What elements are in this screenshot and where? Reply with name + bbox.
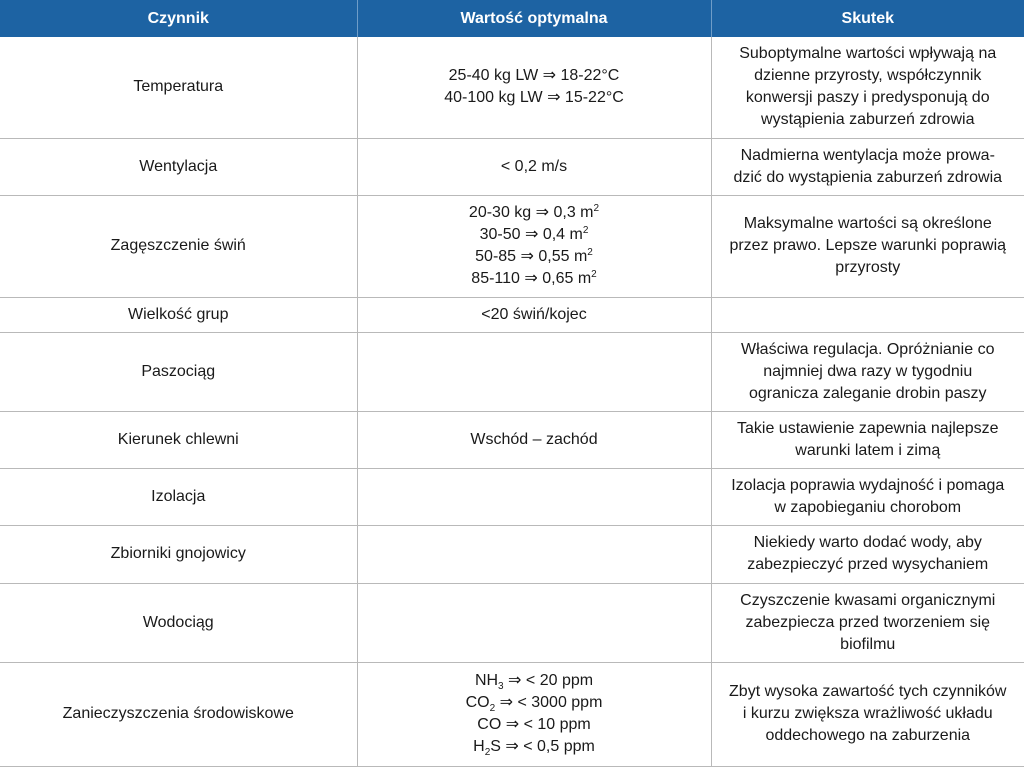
effect-line: Właściwa regulacja. Opróżnianie co	[741, 340, 995, 358]
table-row	[0, 468, 1024, 525]
cell-factor: Wentylacja	[0, 138, 357, 195]
cell-factor: Zbiorniki gnojowicy	[0, 525, 357, 583]
cell-effect	[711, 332, 1024, 411]
cell-optimal-value	[357, 525, 711, 583]
value-line: $NH_3$ ⇒ < 20 ppm	[474, 672, 594, 692]
table-row	[0, 37, 1024, 138]
cell-optimal-value	[357, 583, 711, 662]
cell-effect	[711, 411, 1024, 468]
header-row	[0, 0, 1024, 37]
effect-line: przez prawo. Lepsze warunki poprawią	[729, 237, 1007, 254]
cell-effect	[711, 195, 1024, 297]
effect-line: Maksymalne wartości są określone	[743, 215, 992, 232]
cell-factor: Zanieczyszczenia środowiskowe	[0, 662, 357, 766]
effect-line: dzienne przyrosty, współczynnik	[754, 67, 982, 85]
effect-line: najmniej dwa razy w tygodniu	[763, 362, 973, 380]
table-row	[0, 525, 1024, 583]
effect-line: oddechowego na zaburzenia	[765, 727, 971, 744]
effect-line: zabezpieczyć przed wysychaniem	[747, 556, 989, 573]
value-line: 25-40 kg LW ⇒ 18-22°C	[448, 67, 620, 85]
value-line: < 0,2 m/s	[500, 157, 568, 175]
effect-line: wystąpienia zaburzeń zdrowia	[761, 111, 975, 129]
cell-factor: Wielkość grup	[0, 297, 357, 332]
effect-line: warunki latem i zimą	[795, 441, 941, 459]
table-body	[0, 37, 1024, 766]
effect-line: Izolacja poprawia wydajność i pomaga	[731, 476, 1005, 494]
value-line: 85-110 ⇒ 0,65 $m^2$	[471, 269, 597, 287]
value-line: 30-50 ⇒ 0,4 $m^2$	[479, 225, 589, 243]
header-optimal-value: Wartość optymalna	[357, 0, 711, 37]
effect-line: dzić do wystąpienia zaburzeń zdrowia	[733, 168, 1003, 186]
effect-line: konwersji paszy i predysponują do	[745, 89, 990, 107]
cell-effect	[711, 662, 1024, 766]
effect-line: Nadmierna wentylacja może prowa-	[740, 146, 995, 164]
cell-effect	[711, 297, 1024, 332]
header-factor: Czynnik	[0, 0, 357, 37]
cell-factor: Izolacja	[0, 468, 357, 525]
table-row	[0, 662, 1024, 766]
effect-line: Takie ustawienie zapewnia najlepsze	[737, 419, 999, 437]
effect-line: Niekiedy warto dodać wody, aby	[753, 534, 982, 551]
cell-optimal-value	[357, 468, 711, 525]
value-line: 40-100 kg LW ⇒ 15-22°C	[444, 89, 624, 107]
cell-factor: Temperatura	[0, 37, 357, 138]
effect-line: zabezpiecza przed tworzeniem się	[745, 613, 991, 631]
cell-effect	[711, 138, 1024, 195]
cell-factor: Paszociąg	[0, 332, 357, 411]
value-line: <20 świń/kojec	[481, 305, 587, 323]
cell-factor: Zagęszczenie świń	[0, 195, 357, 297]
header-effect: Skutek	[711, 0, 1024, 37]
cell-effect	[711, 468, 1024, 525]
effect-line: Zbyt wysoka zawartość tych czynników	[729, 683, 1007, 700]
effect-line: przyrosty	[835, 259, 901, 276]
table-row	[0, 411, 1024, 468]
effect-line: Suboptymalne wartości wpływają na	[739, 45, 997, 63]
effect-line: w zapobieganiu chorobom	[774, 498, 962, 516]
cell-optimal-value	[357, 195, 711, 297]
effect-line: biofilmu	[840, 635, 896, 653]
cell-factor: Wodociąg	[0, 583, 357, 662]
cell-optimal-value	[357, 297, 711, 332]
table-row	[0, 332, 1024, 411]
value-line: Wschód – zachód	[470, 430, 598, 448]
cell-effect	[711, 583, 1024, 662]
effect-line: ogranicza zaleganie drobin paszy	[749, 384, 987, 402]
cell-optimal-value	[357, 37, 711, 138]
value-line: 20-30 kg ⇒ 0,3 $m^2$	[468, 203, 600, 221]
value-line: CO ⇒ < 10 ppm	[477, 716, 591, 733]
cell-optimal-value	[357, 138, 711, 195]
table-row	[0, 138, 1024, 195]
cell-factor: Kierunek chlewni	[0, 411, 357, 468]
cell-optimal-value	[357, 411, 711, 468]
table-row	[0, 583, 1024, 662]
table-row	[0, 195, 1024, 297]
value-line: $CO_2$ ⇒ < 3000 ppm	[465, 694, 603, 714]
cell-effect	[711, 525, 1024, 583]
table-row	[0, 297, 1024, 332]
cell-optimal-value	[357, 662, 711, 766]
cell-optimal-value	[357, 332, 711, 411]
cell-effect	[711, 37, 1024, 138]
value-line: $H_2S$ ⇒ < 0,5 ppm	[473, 738, 595, 758]
effect-line: i kurzu zwiększa wrażliwość układu	[742, 705, 993, 722]
effect-line: Czyszczenie kwasami organicznymi	[740, 591, 996, 609]
value-line: 50-85 ⇒ 0,55 $m^2$	[475, 247, 593, 265]
